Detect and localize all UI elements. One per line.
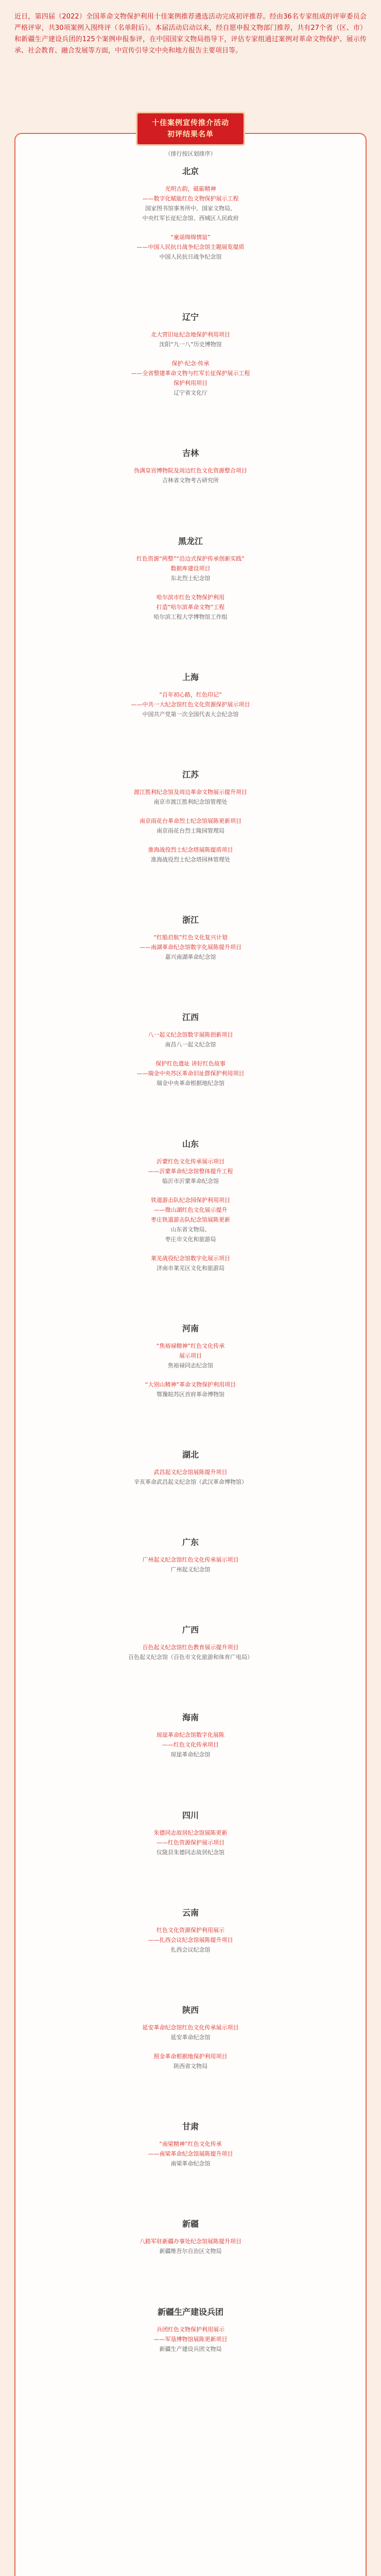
region-title: 湖北 [182, 1449, 199, 1460]
project-title-line: 莱芜战役纪念馆数字化展示项目 [151, 1255, 230, 1262]
region-title: 浙江 [182, 915, 199, 925]
project-title-line: 渡江胜利纪念馆及周边革命文物展示提升项目 [134, 788, 247, 795]
region-title: 云南 [182, 1907, 199, 1918]
project-title-line: 广州起义纪念馆红色文化传承展示项目 [142, 1556, 239, 1564]
region-section [34, 1906, 347, 1955]
project-item [34, 554, 347, 583]
region-section [34, 1536, 347, 1574]
project-title-line: 红色资源“两整”“沿边式保护传承创新实践” [136, 555, 245, 562]
project-title-line: 淮海战役烈士纪念塔展陈提质项目 [148, 846, 233, 853]
project-item [34, 466, 347, 485]
region-title: 吉林 [182, 448, 199, 459]
project-unit-line: 辛亥革命武昌起义纪念馆（武汉革命博物馆） [134, 1478, 247, 1485]
project-unit-line: 吉林省文物考古研究所 [162, 477, 219, 484]
project-item [34, 845, 347, 865]
region-section [34, 311, 347, 398]
project-item [34, 1341, 347, 1370]
project-unit-line: 嘉兴南湖革命纪念馆 [165, 954, 216, 961]
project-item [34, 184, 347, 223]
project-unit-line: 临沂市沂蒙革命纪念馆 [162, 1177, 219, 1184]
project-item [34, 787, 347, 807]
project-title-line: 打造“哈尔滨革命文物”工程 [156, 603, 225, 611]
project-item [34, 2325, 347, 2354]
region-section [34, 165, 347, 262]
region-title: 陕西 [182, 2005, 199, 2015]
project-title-line: 保护红色遗址 讲好红色故事 [155, 1060, 226, 1067]
results-list [34, 149, 347, 2403]
project-title-line: 展示项目 [179, 1352, 202, 1359]
region-section [34, 1322, 347, 1399]
region-section [34, 768, 347, 865]
project-title-line: 伪满皇宫博物院及周边红色文化资源整合项目 [134, 467, 247, 474]
project-title-line: 南京雨花台革命烈士纪念馆展陈更新项目 [140, 817, 241, 824]
project-item [34, 2052, 347, 2071]
region-section [34, 1711, 347, 1759]
project-unit-line: 沈阳“九一八”历史博物馆 [159, 341, 222, 348]
project-title-line: 保护·纪念·传承 [171, 360, 210, 367]
project-title-line: “南梁精神”红色文化传承 [159, 2141, 222, 2148]
project-title-line: 沂蒙红色文化传承展示项目 [157, 1158, 224, 1165]
project-unit-line: 南京市渡江胜利纪念馆管理处 [153, 798, 228, 805]
region-title: 新疆生产建设兵团 [157, 2307, 223, 2317]
project-title-line: 武昌起义纪念馆展陈提升项目 [153, 1468, 228, 1476]
project-title-line: 百色起义纪念馆红色教育展示提升项目 [142, 1644, 239, 1651]
project-title-line: “大别山精神”革命文物保护利用项目 [145, 1381, 236, 1388]
project-title-line: 八路军驻新疆办事处纪念馆展陈提升项目 [140, 2238, 241, 2245]
project-title-line: ——南梁革命纪念馆展陈提升项目 [148, 2150, 233, 2158]
project-unit-line: 辽宁省文化厅 [174, 389, 207, 397]
project-unit-line: 焦裕禄同志纪念馆 [168, 1362, 213, 1369]
project-unit-line: 延安革命纪念馆 [170, 2034, 211, 2041]
project-item [34, 816, 347, 836]
project-title-line: 保护利用项目 [174, 380, 207, 387]
project-unit-line: 中国人民抗日战争纪念馆 [159, 253, 222, 260]
project-unit-line: 济南市莱芜区文化和旅游局 [157, 1264, 224, 1272]
project-unit-line: 南京雨花台烈士陵园管理局 [157, 827, 224, 834]
regions-container [34, 165, 347, 2354]
project-item [34, 1642, 347, 1662]
project-title-line: ——全省整建革命文物与红军长征保护展示工程 [131, 370, 250, 377]
project-title-line: “百年初心路，红色印记” [159, 691, 222, 698]
region-title: 黑龙江 [178, 536, 203, 546]
project-title-line: 北大营旧址纪念地保护利用项目 [151, 331, 230, 338]
region-title: 上海 [182, 672, 199, 682]
project-title-line: ——扎西会议纪念馆展陈提升项目 [148, 1936, 233, 1943]
project-item [34, 1157, 347, 1186]
region-title: 山东 [182, 1139, 199, 1149]
project-item [34, 359, 347, 398]
region-section [34, 2004, 347, 2071]
project-title-line: “焦裕禄精神”红色文化传承 [156, 1342, 225, 1349]
intro-paragraph: 近日，第四届（2022）全国革命文物保护利用十佳案例推荐遴选活动完成初评推荐。经由36名专家组成的评审委员会严格评审，共30项案例入围终评（名单附后）。本届活动启动以来，经自愿申报文物部门推荐，共有27个省（区、市）和新疆生产建设兵团的125个案例申报参评，在中国国家文物局指导下，评估专家组通过案例对革命文物保护、展示传承、社会教育、融合发展等方面，中宣传引导文中央和地方报告主要项目等。 [14, 13, 367, 55]
region-title: 海南 [182, 1713, 199, 1723]
project-title-line: ——红色文化传承项目 [162, 1741, 219, 1749]
project-title-line: ——军垦博物馆展陈更新项目 [153, 2335, 228, 2343]
project-title-line: 延安革命纪念馆红色文化传承展示项目 [142, 2024, 239, 2031]
project-item [34, 1195, 347, 1244]
project-unit-line: 琼崖革命纪念馆 [170, 1751, 211, 1758]
project-unit-line: 国家图书馆事务所中、国家文物局、 [145, 205, 236, 212]
region-title: 河南 [182, 1323, 199, 1333]
project-item [34, 1467, 347, 1487]
project-item [34, 2023, 347, 2042]
region-section [34, 2217, 347, 2256]
project-item [34, 1730, 347, 1759]
project-title-line: 哈尔滨市红色文物保护利用 [157, 594, 224, 601]
project-title-line: 光明古韵，砥砺精神 [165, 185, 216, 192]
project-title-line: ——南湖革命纪念馆数字化展陈提升项目 [140, 944, 241, 951]
region-section [34, 1011, 347, 1088]
region-section [34, 671, 347, 719]
project-unit-line: 南梁革命纪念馆 [170, 2160, 211, 2167]
region-section [34, 535, 347, 622]
list-title-banner [136, 112, 245, 146]
project-item [34, 1030, 347, 1049]
project-item [34, 330, 347, 349]
region-section [34, 1138, 347, 1273]
project-title-line: 八一起义纪念馆数字展陈创新项目 [148, 1031, 233, 1039]
project-unit-line: 广州起义纪念馆 [170, 1566, 211, 1573]
project-item [34, 1925, 347, 1955]
project-title-line: 照金革命根据地保护利用项目 [153, 2053, 228, 2060]
project-title-line: “童谣绵绵情谊” [170, 234, 211, 241]
project-title-line: 铁道游击队纪念园保护利用项目 [151, 1196, 230, 1204]
region-section [34, 2306, 347, 2354]
region-section [34, 913, 347, 962]
region-title: 广东 [182, 1537, 199, 1548]
project-unit-line: 鄂豫皖苏区首府革命博物馆 [157, 1391, 224, 1398]
region-title: 四川 [182, 1810, 199, 1820]
project-title-line: ——数字化赋能红色文物保护展示工程 [142, 195, 239, 202]
project-item [34, 2139, 347, 2168]
results-card [14, 133, 367, 2576]
project-unit-line: 百色起义纪念馆（百色市文化旅游和体育广电局） [128, 1654, 253, 1661]
project-title-line: ——瑞金中央苏区革命旧址群保护利用项目 [136, 1070, 245, 1077]
project-item [34, 232, 347, 262]
region-title: 北京 [182, 166, 199, 176]
region-title: 广西 [182, 1625, 199, 1635]
banner-line-1: 十佳案例宣传推介活动 [152, 119, 229, 127]
project-title-line: “红船启航”红色文化复兴计划 [153, 934, 228, 941]
banner-line-2: 初评结果名单 [167, 130, 214, 139]
project-unit-line: 扎西会议纪念馆 [170, 1946, 211, 1953]
region-title: 江西 [182, 1012, 199, 1023]
region-section [34, 447, 347, 485]
project-unit-line: 哈尔滨工程大学博物馆工作组 [153, 613, 228, 620]
project-unit-line: 中央红军长征纪念馆、西城区人民政府 [142, 215, 239, 222]
project-title-line: 兵团红色文物保护利用展示 [157, 2326, 224, 2333]
project-unit-line: 中国共产党第一次全国代表大会纪念馆 [142, 710, 239, 718]
project-unit-line: 淮海战役烈士纪念塔园林管理处 [151, 856, 230, 863]
project-unit-line: 新疆生产建设兵团文物局 [159, 2345, 222, 2352]
project-title-line: 枣庄铁道游击队纪念馆展陈更新 [151, 1216, 230, 1223]
region-title: 江苏 [182, 769, 199, 779]
project-title-line: ——沂蒙革命纪念馆整体提升工程 [148, 1167, 233, 1175]
project-title-line: ——中国人民抗日战争纪念馆主题展览提质 [136, 244, 245, 250]
project-item [34, 1380, 347, 1399]
project-item [34, 592, 347, 622]
project-item [34, 1828, 347, 1857]
project-item [34, 1059, 347, 1088]
region-title: 甘肃 [182, 2122, 199, 2132]
project-item [34, 1555, 347, 1574]
project-title-line: 琼崖革命纪念馆数字化展陈 [157, 1732, 224, 1739]
project-unit-line: 东北烈士纪念馆 [170, 574, 211, 582]
region-title: 新疆 [182, 2219, 199, 2229]
region-title: 辽宁 [182, 312, 199, 323]
region-section [34, 1623, 347, 1662]
project-title-line: ——红色资源保护展示项目 [157, 1839, 224, 1846]
region-section [34, 1448, 347, 1487]
project-title-line: ——中共一大纪念馆红色文化资源保护展示项目 [131, 701, 250, 708]
project-title-line: 红色文化资源保护利用展示 [157, 1926, 224, 1934]
project-unit-line: 瑞金中央革命根据地纪念馆 [157, 1080, 224, 1087]
project-unit-line: 枣庄市文化和旅游局 [165, 1235, 216, 1243]
region-section [34, 1809, 347, 1857]
project-unit-line: 山东省文物局、 [170, 1226, 211, 1233]
order-note: （排行按区划排序） [165, 150, 216, 157]
project-item [34, 933, 347, 962]
project-title-line: ——微山湖红色文化展示提升 [153, 1206, 228, 1213]
project-title-line: 数据库建设项目 [170, 565, 211, 572]
project-item [34, 2236, 347, 2256]
project-title-line: 朱德同志故居纪念馆展陈更新 [153, 1829, 228, 1836]
project-item [34, 1253, 347, 1273]
project-unit-line: 陕西省文物局 [174, 2063, 207, 2070]
project-unit-line: 新疆维吾尔自治区文物局 [159, 2248, 222, 2255]
project-item [34, 690, 347, 719]
region-section [34, 2120, 347, 2168]
project-unit-line: 南昌八一起义纪念馆 [165, 1041, 216, 1048]
project-unit-line: 仪陇县朱德同志故居纪念馆 [157, 1849, 224, 1856]
